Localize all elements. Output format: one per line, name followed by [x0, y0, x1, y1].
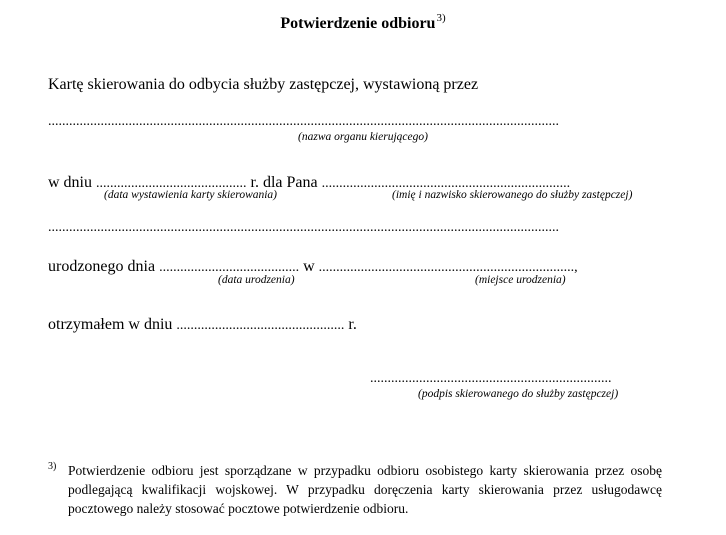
referral-card-line: Kartę skierowania do odbycia służby zastępczej, wystawioną przez: [48, 76, 479, 93]
issue-date-hint: (data wystawienia karty skierowania): [104, 189, 278, 201]
issuing-authority-hint: (nazwa organu kierującego): [298, 131, 428, 143]
issue-date-middle: r. dla Pana: [250, 174, 318, 191]
birth-place-hint: (miejsce urodzenia): [475, 274, 566, 286]
birth-place-field[interactable]: .........................................................................,: [318, 260, 578, 275]
birth-date-field[interactable]: ........................................: [159, 260, 300, 275]
issuing-authority-field[interactable]: ..................................................................................................................................................: [48, 114, 559, 129]
title-footnote-ref: 3): [436, 12, 446, 24]
issue-date-prefix: w dniu: [48, 174, 92, 191]
page-title: [0, 12, 726, 33]
footnote-text: Potwierdzenie odbioru jest sporządzane w przypadku odbioru osobistego karty skierowania przez osobę podlegającą kwalifikacji wojskowej. W przypadku doręczenia karty skierowania przez usługodawcę pocztowego należy stosować pocztowe potwierdzenie odbioru.: [68, 463, 662, 516]
receipt-date-suffix: r.: [348, 316, 357, 333]
title-text: Potwierdzenie odbioru: [280, 15, 436, 32]
birth-date-prefix: urodzonego dnia: [48, 258, 156, 275]
birth-place-prefix: w: [303, 258, 315, 275]
signature-hint: (podpis skierowanego do służby zastępczej): [418, 388, 619, 400]
recipient-name-continuation-field[interactable]: ..................................................................................................................................................: [48, 220, 559, 235]
receipt-date-field[interactable]: ................................................: [176, 318, 345, 333]
recipient-name-hint: (imię i nazwisko skierowanego do służby zastępczej): [392, 189, 633, 201]
signature-field[interactable]: .....................................................................: [370, 371, 612, 386]
receipt-date-prefix: otrzymałem w dniu: [48, 316, 173, 333]
recipient-name-field[interactable]: .......................................................................: [321, 176, 571, 191]
issue-date-field[interactable]: ...........................................: [96, 176, 247, 191]
footnote-mark: 3): [48, 461, 57, 472]
receipt-date-line: [48, 316, 357, 334]
birth-date-hint: (data urodzenia): [218, 274, 295, 286]
